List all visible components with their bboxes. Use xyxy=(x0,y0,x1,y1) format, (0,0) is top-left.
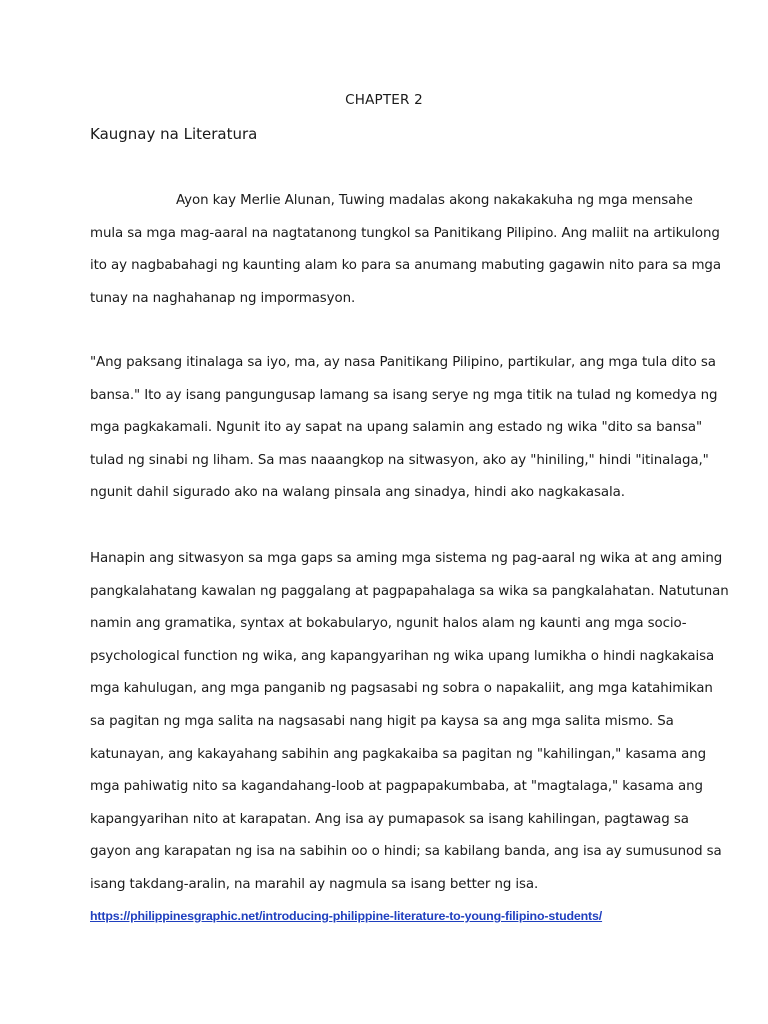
paragraph-line: pangkalahatang kawalan ng paggalang at pagpapahalaga sa wika sa pangkalahatan. Natutunan xyxy=(90,583,729,599)
section-heading: Kaugnay na Literatura xyxy=(90,125,258,143)
paragraph-line: ngunit dahil sigurado ako na walang pinsala ang sinadya, hindi ako nagkakasala. xyxy=(90,485,625,501)
paragraph-line: katunayan, ang kakayahang sabihin ang pagkakaiba sa pagitan ng "kahilingan," kasama ang xyxy=(90,746,706,762)
chapter-title: CHAPTER 2 xyxy=(345,92,423,108)
paragraph-line: tulad ng sinabi ng liham. Sa mas naaangkop na sitwasyon, ako ay "hiniling," hindi "itinalaga," xyxy=(90,452,709,468)
paragraph-line: "Ang paksang itinalaga sa iyo, ma, ay nasa Panitikang Pilipino, partikular, ang mga tula dito sa xyxy=(90,355,716,370)
paragraph-line: Ayon kay Merlie Alunan, Tuwing madalas akong nakakakuha ng mga mensahe xyxy=(176,193,693,208)
paragraph-3 xyxy=(90,543,729,902)
paragraph-line: bansa." Ito ay isang pangungusap lamang sa isang serye ng mga titik na tulad ng komedya ng xyxy=(90,387,718,403)
paragraph-line: gayon ang karapatan ng isa na sabihin oo o hindi; sa kabilang banda, ang isa ay sumusunod sa xyxy=(90,844,722,860)
paragraph-line: isang takdang-aralin, na marahil ay nagmula sa isang better ng isa. xyxy=(90,876,539,892)
paragraph-line: namin ang gramatika, syntax at bokabularyo, ngunit halos alam ng kaunti ang mga socio- xyxy=(90,616,687,632)
paragraph-line: mula sa mga mag-aaral na nagtatanong tungkol sa Panitikang Pilipino. Ang maliit na artikulong xyxy=(90,225,720,241)
paragraph-1 xyxy=(90,185,721,315)
source-link[interactable]: https://philippinesgraphic.net/introducing-philippine-literature-to-young-filipino-students/ xyxy=(90,909,603,923)
paragraph-line: kapangyarihan nito at karapatan. Ang isa ay pumapasok sa isang kahilingan, pagtawag sa xyxy=(90,811,689,827)
paragraph-line: psychological function ng wika, ang kapangyarihan ng wika upang lumikha o hindi nagkakaisa xyxy=(90,648,715,664)
paragraph-line: sa pagitan ng mga salita na nagsasabi nang higit pa kaysa sa ang mga salita mismo. Sa xyxy=(90,713,674,729)
paragraph-line: Hanapin ang sitwasyon sa mga gaps sa aming mga sistema ng pag-aaral ng wika at ang aming xyxy=(90,551,723,566)
paragraph-line: mga pagkakamali. Ngunit ito ay sapat na upang salamin ang estado ng wika "dito sa bansa" xyxy=(90,420,703,436)
paragraph-line: mga pahiwatig nito sa kagandahang-loob at pagpapakumbaba, at "magtalaga," kasama ang xyxy=(90,779,703,795)
paragraph-line: mga kahulugan, ang mga panganib ng pagsasabi ng sobra o napakaliit, ang mga katahimikan xyxy=(90,681,713,697)
paragraph-line: ito ay nagbabahagi ng kaunting alam ko para sa anumang mabuting gagawin nito para sa mga xyxy=(90,258,721,274)
paragraph-line: tunay na naghahanap ng impormasyon. xyxy=(90,290,356,306)
paragraph-2 xyxy=(90,347,718,510)
